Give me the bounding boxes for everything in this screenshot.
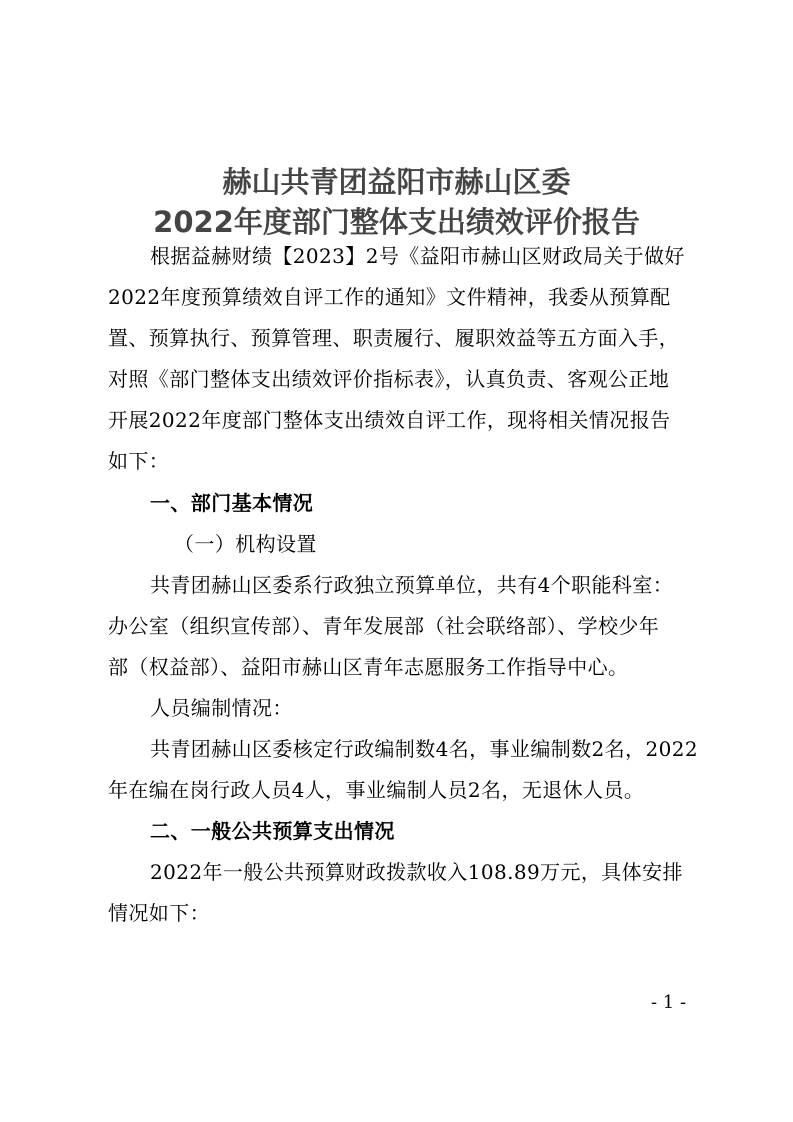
budget-line-1: 2022年一般公共预算财政拨款收入108.89万元，具体安排: [150, 860, 683, 884]
subsection-heading-1: （一）机构设置: [174, 532, 317, 556]
staff-line-1: 共青团赫山区委核定行政编制数4名，事业编制数2名，2022: [150, 737, 698, 761]
intro-line-5: 开展2022年度部门整体支出绩效自评工作，现将相关情况报告: [108, 408, 671, 432]
intro-line-1: 根据益赫财绩【2023】2号《益阳市赫山区财政局关于做好: [150, 244, 685, 268]
title-line-1: 赫山共青团益阳市赫山区委: [222, 165, 571, 199]
budget-line-2: 情况如下：: [108, 901, 210, 925]
section-heading-2: 二、一般公共预算支出情况: [150, 819, 395, 843]
page-number: - 1 -: [651, 992, 687, 1013]
intro-line-2: 2022年度预算绩效自评工作的通知》文件精神，我委从预算配: [108, 285, 671, 309]
section-heading-1: 一、部门基本情况: [150, 491, 314, 515]
intro-line-4: 对照《部门整体支出绩效评价指标表》，认真负责、客观公正地: [108, 367, 670, 391]
staff-line-2: 年在编在岗行政人员4人，事业编制人员2名，无退休人员。: [108, 778, 645, 802]
org-line-1: 共青团赫山区委系行政独立预算单位，共有4个职能科室：: [150, 573, 674, 597]
intro-line-6: 如下：: [108, 449, 170, 473]
title-line-2: 2022年度部门整体支出绩效评价报告: [153, 205, 640, 239]
staff-label: 人员编制情况：: [150, 696, 293, 720]
intro-line-3: 置、预算执行、预算管理、职责履行、履职效益等五方面入手，: [108, 326, 680, 350]
org-line-3: 部（权益部）、益阳市赫山区青年志愿服务工作指导中心。: [108, 655, 629, 679]
org-line-2: 办公室（组织宣传部）、青年发展部（社会联络部）、学校少年: [108, 614, 660, 638]
